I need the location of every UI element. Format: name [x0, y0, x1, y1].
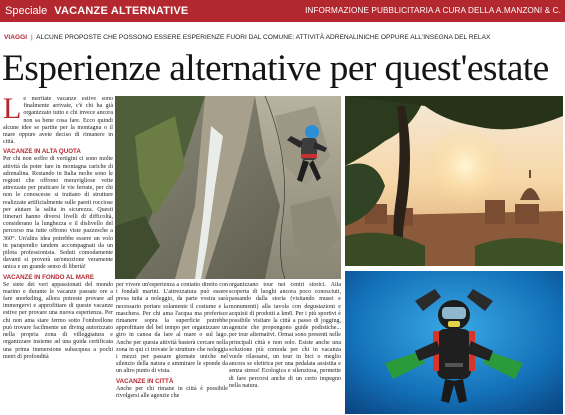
section-label: Speciale — [5, 5, 48, 17]
paragraph-sea-continued: per vivere un'esperienza a contatto diretto con i fondali marini. L'attrezzatura può essere presa tutta a noleggio, da parte vostra sarà necessario portare solamente il costume e la maschera. Per chi ama l'acqua ma preferisce rimanere sopra la superficie potrebbe approfittare del bel tempo per organizzare un giro in canoa da fare al mare o sul lago. Anche per questa attività basterà cercare nella zona in qui ci trovate le strutture che noleggia i mezzi per passare giornate uniche nel silenzio della natura e ammirare le sponde da un altro punto di vista. — [116, 282, 228, 375]
article-column-2 — [116, 282, 228, 414]
subheading-city: VACANZE IN CITTÀ — [116, 377, 174, 385]
photo-climber-via-ferrata — [115, 96, 341, 279]
article-intro — [3, 96, 113, 146]
dropcap: L — [3, 96, 22, 125]
kicker-section: VIAGGI — [4, 34, 28, 41]
kicker-separator: | — [30, 34, 33, 41]
paragraph-mountain: Per chi non soffre di vertigini ci sono molte attività da poter fare in montagna cariche di adrenalina. Restando in Italia molte sono le regioni che offrono meravigliose vette attrezzate per praticare le vie ferrate, per chi non le conoscesse si trattano di strutture realizzate artificialmente sulle pareti rocciose per aiutare la salita in sicurezza. Questi itinerari hanno diversi livelli di difficoltà, considerano la lunghezza e il dislivello del percorso ma tutte offrono viste pazzesche a 360°. Un'altra idea potrebbe essere un volo in parapendio tandem accompagnati da un pilota professionista. Seduti comodamente davanti si proverà un'emozione veramente unica e un grande senso di libertà! — [3, 156, 113, 271]
section-header-bar — [0, 0, 565, 22]
kicker — [4, 33, 562, 42]
article-column-3 — [229, 282, 341, 414]
section-header-title — [5, 4, 188, 18]
paragraph-city-continued: organizzano tour nei centri storici. Alla scoperta di luoghi ancora poco conosciuti, passando dalla storia (visitando musei e monumenti) alla tavola con degustazioni e acquisti di prodotti a km0. Per i più sportivi è possibile visitare la città a passo di jogging, agenzie che propongono guide podistiche... per tour alternativi. Ormai sono presenti nelle principali città e non solo. Esiste anche una soluzione più comoda per chi in vacanza vuole rilassarsi, un tour in bici o meglio ancora se elettrica per una pedalata assistita e senza stress! Ecologica e silenziosa, permette di fare percorsi anche di un certo impegno nella natura. — [229, 282, 341, 389]
article-column-1 — [3, 96, 113, 414]
paragraph-sea: Se siete dei veri appassionati del mondo marino e durante le vacanze passate ore a fare snorkeling, allora potreste provare ad immergervi e approfittare di queste vacanze estive per provare una nuova esperienza. Per chi non ama stare fermo sotto l'ombrellone può trovare facilmente un diving autorizzato nella propria zona di villeggiatura e organizzare insieme ad una guida certificata una prima immersione subacquea a pochi metri di profondità — [3, 281, 113, 360]
headline: Esperienze alternative per quest'estate — [2, 48, 549, 89]
photo-scuba-diver — [345, 271, 563, 414]
kicker-text: ALCUNE PROPOSTE CHE POSSONO ESSERE ESPERIENZE FUORI DAL COMUNE: ATTIVITÀ ADRENALINICHE OPPURE ALL'INSEGNA DEL RELAX — [36, 34, 491, 41]
paragraph-city: Anche per chi rimane in città è possibile rivolgersi alle agenzie che — [116, 385, 228, 399]
section-title: VACANZE ALTERNATIVE — [54, 5, 189, 17]
intro-text: e meritate vacanze estive sono finalmente arrivate, c'è chi ha già organizzato tutto e chi invece ancora non sa bene cosa fare. Ecco quindi alcune idee se partite per la montagna o il mare oppure avete deciso di rimanere in città. — [3, 96, 113, 146]
subheading-sea: VACANZE IN FONDO AL MARE — [3, 273, 94, 281]
photo-rome-sunset — [345, 96, 563, 266]
subheading-mountain: VACANZE IN ALTA QUOTA — [3, 148, 81, 156]
publisher-note: INFORMAZIONE PUBBLICITARIA A CURA DELLA A.MANZONI & C. — [305, 6, 561, 15]
